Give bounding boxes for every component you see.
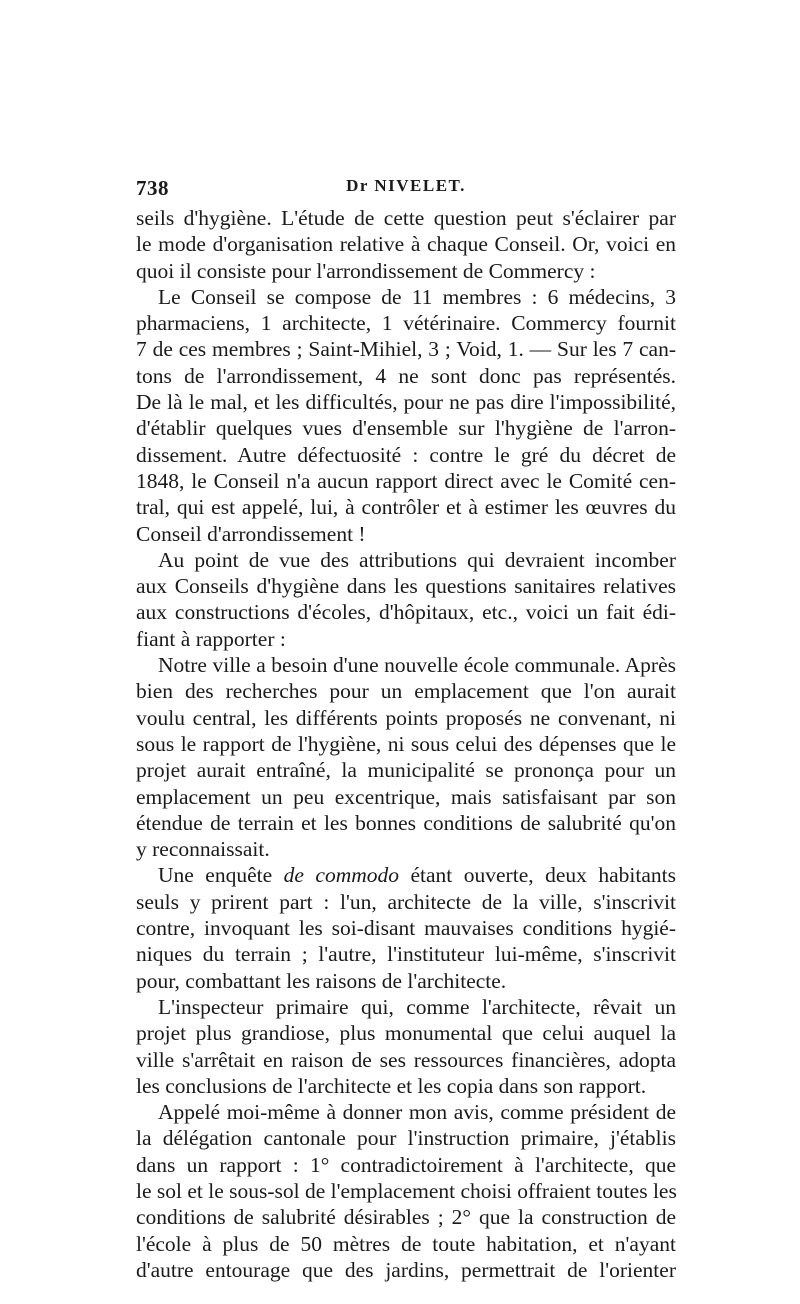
text-line xyxy=(136,1020,676,1046)
text-line-content: Notre ville a besoin d'une nouvelle école communale. Après xyxy=(158,653,676,678)
text-line-content: d'autre entourage que des jardins, permettrait de l'orienter xyxy=(136,1257,676,1282)
text-line xyxy=(136,915,676,941)
text-line xyxy=(136,757,676,783)
text-line-content: 7 de ces membres ; Saint-Mihiel, 3 ; Void, 1. — Sur les 7 can- xyxy=(136,337,676,362)
text-line xyxy=(136,836,676,862)
text-line xyxy=(136,573,676,599)
text-line xyxy=(136,231,676,257)
text-line-content: Le Conseil se compose de 11 membres : 6 médecins, 3 xyxy=(158,284,676,309)
text-line xyxy=(136,310,676,336)
text-line xyxy=(136,1099,676,1125)
text-line xyxy=(136,494,676,520)
text-line xyxy=(136,1257,676,1283)
page-header xyxy=(136,176,676,200)
text-line xyxy=(136,1152,676,1178)
text-line-content: aux constructions d'écoles, d'hôpitaux, etc., voici un fait édi- xyxy=(136,600,676,625)
text-line-content: le mode d'organisation relative à chaque Conseil. Or, voici en xyxy=(136,232,676,257)
text-line xyxy=(136,547,676,573)
text-line-content: le sol et le sous-sol de l'emplacement choisi offraient toutes les xyxy=(136,1178,677,1203)
text-line-content: étant ouverte, deux habitants xyxy=(399,863,676,888)
text-line xyxy=(136,652,676,678)
text-line-content: y reconnaissait. xyxy=(136,837,270,862)
text-line-content: étendue de terrain et les bonnes conditions de salubrité qu'on xyxy=(136,810,676,835)
text-line-content: niques du terrain ; l'autre, l'instituteur lui-même, s'inscrivit xyxy=(136,942,676,967)
text-line-content: seils d'hygiène. L'étude de cette question peut s'éclairer par xyxy=(136,206,676,230)
text-line xyxy=(136,889,676,915)
text-line xyxy=(136,205,676,231)
text-line xyxy=(136,415,676,441)
text-line-content: dans un rapport : 1° contradictoirement à l'architecte, que xyxy=(136,1152,676,1177)
text-line-content: tral, qui est appelé, lui, à contrôler et à estimer les œuvres du xyxy=(136,495,676,520)
text-line xyxy=(136,389,676,415)
text-line xyxy=(136,1125,676,1151)
text-line-content: projet plus grandiose, plus monumental que celui auquel la xyxy=(136,1021,676,1046)
text-line xyxy=(136,994,676,1020)
text-line xyxy=(136,521,676,547)
text-line xyxy=(136,599,676,625)
text-line-content: voulu central, les différents points proposés ne convenant, ni xyxy=(136,705,676,730)
text-line xyxy=(136,731,676,757)
italic-phrase: de commodo xyxy=(283,863,400,888)
text-line-content: l'école à plus de 50 mètres de toute habitation, et n'ayant xyxy=(136,1231,676,1256)
text-line xyxy=(136,1073,676,1099)
text-line xyxy=(136,626,676,652)
running-head: Dr NIVELET. xyxy=(346,176,466,195)
text-line-content: Appelé moi-même à donner mon avis, comme président de xyxy=(158,1100,676,1125)
text-line-content: les conclusions de l'architecte et les copia dans son rapport. xyxy=(136,1073,647,1098)
text-line-content: tons de l'arrondissement, 4 ne sont donc pas représentés. xyxy=(136,363,676,388)
text-line-content: emplacement un peu excentrique, mais satisfaisant par son xyxy=(136,784,676,809)
text-line-content: bien des recherches pour un emplacement que l'on aurait xyxy=(136,679,676,704)
body-text xyxy=(136,205,676,1283)
text-line xyxy=(136,810,676,836)
text-line xyxy=(136,1178,676,1204)
text-line-content: pour, combattant les raisons de l'architecte. xyxy=(136,968,507,993)
text-line xyxy=(136,336,676,362)
text-line-content: L'inspecteur primaire qui, comme l'architecte, rêvait un xyxy=(158,994,676,1019)
text-line xyxy=(136,1047,676,1073)
text-line xyxy=(136,468,676,494)
text-line-content: Une enquête xyxy=(158,863,284,888)
text-line-content: seuls y prirent part : l'un, architecte de la ville, s'inscrivit xyxy=(136,889,676,914)
text-line-content: d'établir quelques vues d'ensemble sur l'hygiène de l'arron- xyxy=(136,416,676,441)
text-line xyxy=(136,363,676,389)
text-line-content: fiant à rapporter : xyxy=(136,626,286,651)
text-line-content: conditions de salubrité désirables ; 2° que la construction de xyxy=(136,1205,676,1230)
text-line-content: Au point de vue des attributions qui devraient incomber xyxy=(158,547,676,572)
text-line-content: dissement. Autre défectuosité : contre le gré du décret de xyxy=(136,442,676,467)
text-line-content: la délégation cantonale pour l'instruction primaire, j'établis xyxy=(136,1126,676,1151)
text-line-content: quoi il consiste pour l'arrondissement de Commercy : xyxy=(136,258,596,283)
text-line-content: 1848, le Conseil n'a aucun rapport direct avec le Comité cen- xyxy=(136,468,676,493)
text-line-content: contre, invoquant les soi-disant mauvaises conditions hygié- xyxy=(136,916,676,941)
page-number: 738 xyxy=(136,176,169,200)
text-line xyxy=(136,784,676,810)
text-line-content: Conseil d'arrondissement ! xyxy=(136,521,366,546)
text-line xyxy=(136,442,676,468)
text-line xyxy=(136,1204,676,1230)
text-line-content: sous le rapport de l'hygiène, ni sous celui des dépenses que le xyxy=(136,731,676,756)
text-line xyxy=(136,258,676,284)
text-line-content: pharmaciens, 1 architecte, 1 vétérinaire. Commercy fournit xyxy=(136,311,676,336)
text-line-content: projet aurait entraîné, la municipalité se prononça pour un xyxy=(136,758,676,783)
text-line-content: aux Conseils d'hygiène dans les questions sanitaires relatives xyxy=(136,574,676,599)
text-line-content: ville s'arrêtait en raison de ses ressources financières, adopta xyxy=(136,1047,676,1072)
text-line xyxy=(136,941,676,967)
text-line xyxy=(136,1231,676,1257)
text-line xyxy=(136,678,676,704)
text-line xyxy=(136,705,676,731)
text-line xyxy=(136,284,676,310)
text-line xyxy=(136,862,676,888)
text-line-content: De là le mal, et les difficultés, pour ne pas dire l'impossibilité, xyxy=(136,390,676,415)
text-line xyxy=(136,968,676,994)
